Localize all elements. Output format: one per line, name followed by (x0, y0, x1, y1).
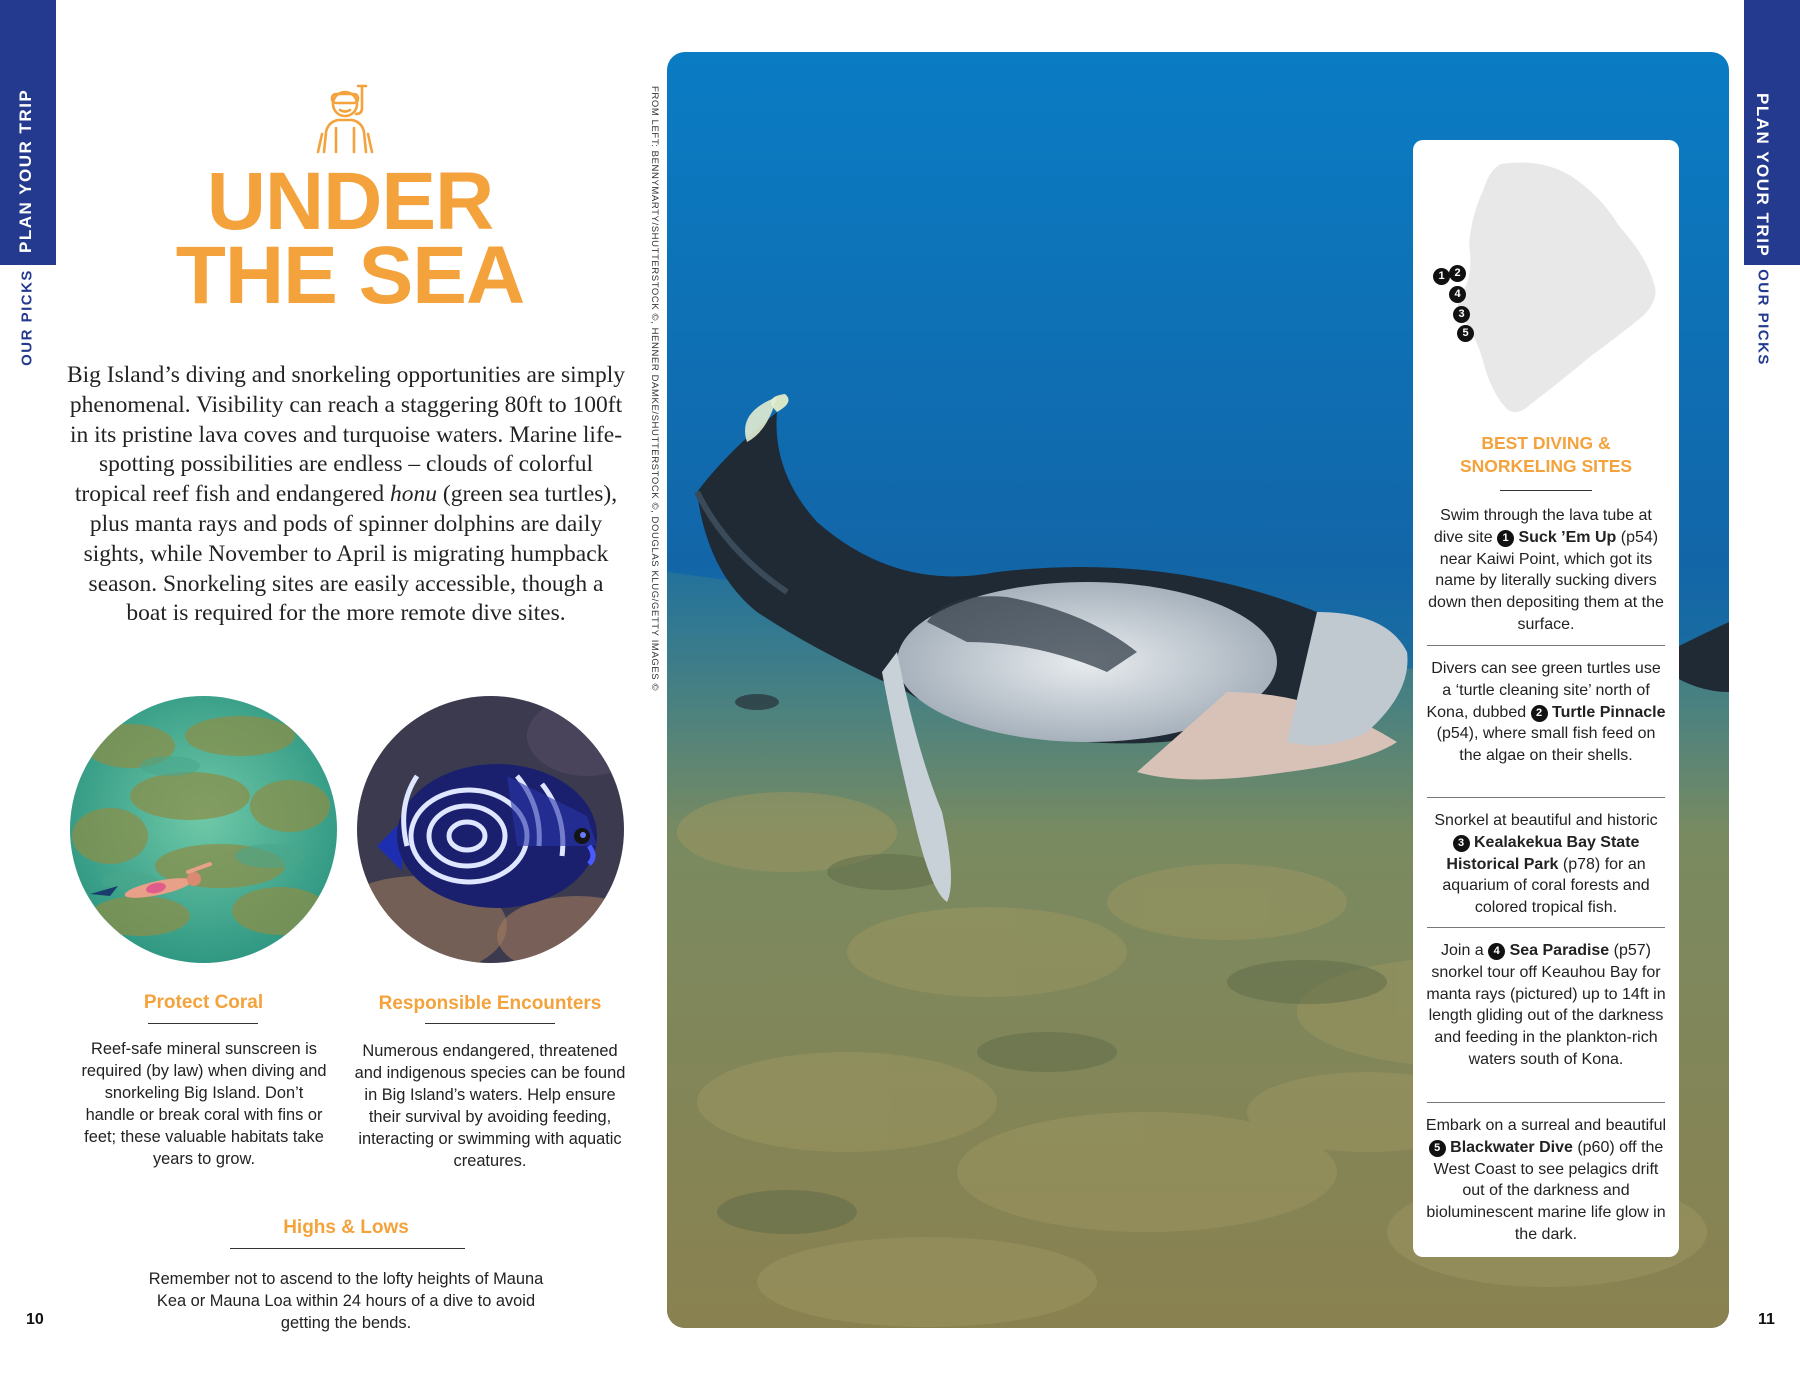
site-number-2: 2 (1531, 705, 1548, 722)
big-island-map (1431, 156, 1681, 426)
highs-lows-title: Highs & Lows (283, 1217, 409, 1238)
sidebar-divider-2 (1427, 797, 1665, 798)
site-number-4: 4 (1488, 943, 1505, 960)
highs-lows-body: Remember not to ascend to the lofty heights of Mauna Kea or Mauna Loa within 24 hours of a dive to avoid getting the bends. (148, 1270, 544, 1332)
site-name-4: Sea Paradise (1509, 942, 1610, 959)
section-label-right: OUR PICKS (1754, 269, 1772, 366)
snorkeler-reef-photo (70, 696, 337, 963)
site-name-2: Turtle Pinnacle (1552, 703, 1666, 721)
site-number-5: 5 (1429, 1140, 1446, 1157)
map-marker-2: 2 (1449, 264, 1466, 282)
section-label-left: OUR PICKS (18, 269, 36, 366)
site-name-1: Suck ’Em Up (1518, 528, 1617, 546)
sidebar-title-line-2: SNORKELING SITES (1459, 456, 1633, 476)
protect-coral-title: Protect Coral (143, 992, 264, 1013)
photo-credit: FROM LEFT: BENNYMARTY/SHUTTERSTOCK ©, HENNER DAMKE/SHUTTERSTOCK ©, DOUGLAS KLUG/GETTY IMAGES © (649, 86, 660, 692)
site-number-3: 3 (1453, 835, 1470, 852)
intro-paragraph (66, 361, 626, 629)
page-number-right: 11 (1758, 1311, 1775, 1328)
chapter-tab-label-right: PLAN YOUR TRIP (1753, 93, 1772, 258)
site-name-5: Blackwater Dive (1450, 1138, 1573, 1156)
responsible-encounters-title: Responsible Encounters (378, 993, 602, 1014)
page-title-line-2: THE SEA (175, 230, 525, 321)
page-number-left: 10 (26, 1311, 44, 1328)
sidebar-title (1413, 432, 1679, 478)
site-item-blackwater-dive: Embark on a surreal and beautiful 5 Blackwater Dive (p60) off the West Coast to see pelagics drift out of the darkness and bioluminescent marine life glow in the dark. (1425, 1117, 1667, 1243)
sidebar-divider-4 (1427, 1102, 1665, 1103)
chapter-tab-label-left: PLAN YOUR TRIP (16, 88, 35, 253)
site-number-1: 1 (1497, 530, 1514, 547)
snorkel-diver-icon (312, 82, 378, 154)
protect-coral-rule (148, 1023, 258, 1024)
angelfish-photo (357, 696, 624, 963)
protect-coral-body: Reef-safe mineral sunscreen is required (by law) when diving and snorkeling Big Island. Don’t handle or break coral with fins or feet; these valuable habitats take years to grow. (81, 1040, 327, 1168)
sidebar-title-line-1: BEST DIVING & (1481, 433, 1611, 453)
intro-text-1: Big Island’s diving and snorkeling opportunities are simply phenomenal. Visibility can reach a staggering 80ft to 100ft in its pristine lava coves and turquoise waters. Marine life-spotting possibilities are endless – clouds of colorful tropical reef fish and endangered (66, 362, 626, 508)
site-name-3: Kealakekua Bay State Historical Park (1446, 833, 1640, 873)
map-marker-1: 1 (1433, 267, 1450, 285)
map-marker-5: 5 (1457, 324, 1474, 342)
sidebar-title-rule (1500, 490, 1592, 491)
intro-text-2: (green sea turtles), plus manta rays and pods of spinner dolphins are daily sights, while November to April is migrating humpback season. Snorkeling sites are easily accessible, though a boat is required for the more remote dive sites. (83, 481, 618, 627)
map-marker-4: 4 (1449, 285, 1466, 303)
map-marker-3: 3 (1453, 305, 1470, 323)
sidebar-divider-1 (1427, 645, 1665, 646)
best-sites-sidebar (1413, 140, 1679, 1257)
responsible-encounters-rule (425, 1023, 555, 1024)
page-title (150, 156, 550, 321)
site-item-suck-em-up: Swim through the lava tube at dive site 1 Suck ’Em Up (p54) near Kaiwi Point, which got its name by literally sucking divers down then depositing them at the surface. (1428, 507, 1664, 633)
page-title-line-1: UNDER (206, 156, 494, 247)
responsible-encounters-body: Numerous endangered, threatened and indigenous species can be found in Big Island’s waters. Help ensure their survival by avoiding feeding, interacting or swimming with aquatic creatures. (354, 1042, 626, 1170)
site-item-sea-paradise: Join a 4 Sea Paradise (p57) snorkel tour off Keauhou Bay for manta rays (pictured) up to 14ft in length gliding out of the darkness and feeding in the plankton-rich waters south of Kona. (1426, 942, 1666, 1068)
intro-italic-term: honu (390, 481, 438, 508)
site-item-kealakekua-bay: Snorkel at beautiful and historic 3 Kealakekua Bay State Historical Park (p78) for an aquarium of coral forests and colored tropical fish. (1434, 812, 1658, 917)
sidebar-divider-3 (1427, 927, 1665, 928)
highs-lows-rule (230, 1248, 465, 1249)
site-item-turtle-pinnacle: Divers can see green turtles use a ‘turtle cleaning site’ north of Kona, dubbed 2 Turtle Pinnacle (p54), where small fish feed on the algae on their shells. (1426, 660, 1666, 765)
